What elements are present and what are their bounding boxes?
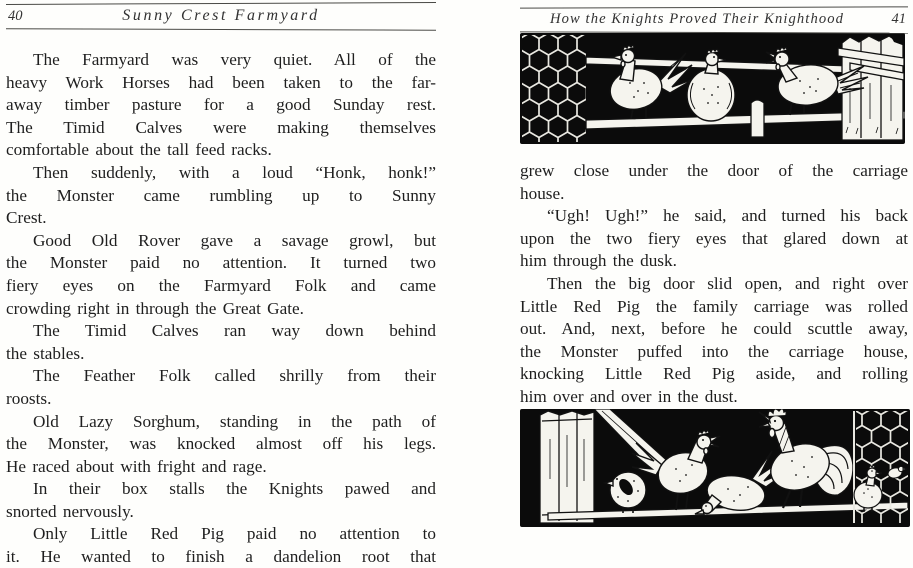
left-page-header [6, 3, 436, 30]
text-line: comfortable about the tall feed racks. [6, 140, 272, 160]
text-line: Crest. [6, 208, 47, 228]
text-line: heavy Work Horses had been taken to the far- [6, 72, 436, 92]
text-line: it. He wanted to finish a dandelion root that [6, 547, 436, 567]
text-line: The Farmyard was very quiet. All of the [33, 50, 436, 69]
text-line: Only Little Red Pig paid no attention to [33, 524, 436, 544]
text-line: In their box stalls the Knights pawed and [33, 479, 436, 499]
text-line: Little Red Pig the family carriage was rolled [520, 296, 908, 316]
right-page [520, 0, 908, 527]
text-line: the Monster puffed into the carriage house, [520, 341, 908, 361]
text-line: crowding right in through the Great Gate. [6, 298, 304, 318]
text-line: the Monster came rumbling up to Sunny [6, 185, 436, 205]
text-line: upon the two fiery eyes that glared down at [520, 228, 908, 248]
right-page-header [520, 7, 908, 33]
text-line: out. And, next, before he could scuttle away, [520, 319, 908, 339]
chicken-wire-left [522, 35, 586, 142]
text-line: The Timid Calves ran way down behind [33, 321, 436, 341]
text-line: “Ugh! Ugh!” he said, and turned his back [547, 206, 908, 226]
small-post [751, 100, 764, 137]
header-rule-bottom [6, 28, 436, 31]
left-running-title: Sunny Crest Farmyard [122, 7, 320, 24]
text-line: roosts. [6, 388, 52, 408]
text-line: the Monster, was knocked almost off his legs. [6, 434, 436, 454]
right-running-title: How the Knights Proved Their Knighthood [549, 11, 845, 27]
text-line: Then suddenly, with a loud “Honk, honk!” [33, 162, 436, 182]
wooden-post [540, 411, 594, 523]
text-line: the stables. [6, 343, 85, 363]
top-illustration [520, 33, 908, 144]
left-page [6, 0, 436, 568]
text-line: grew close under the door of the carriage [520, 161, 908, 180]
roost-illustration [520, 409, 910, 527]
text-line: knocking Little Red Pig aside, and rolling [520, 364, 908, 384]
text-line: house. [520, 183, 565, 203]
text-line: The Feather Folk called shrilly from their [33, 366, 436, 386]
text-line: fiery eyes on the Farmyard Folk and came [6, 275, 436, 295]
text-line: him over and over in the dust. [520, 386, 738, 406]
text-line: The Timid Calves were making themselves [6, 117, 436, 137]
text-line: snorted nervously. [6, 501, 134, 521]
left-page-number: 40 [8, 8, 23, 24]
right-page-number: 41 [891, 11, 906, 27]
text-line: the Monster paid no attention. It turned two [6, 253, 436, 273]
text-line: Good Old Rover gave a savage growl, but [33, 230, 436, 250]
text-line: He raced about with fright and rage. [6, 456, 267, 476]
hens-on-fence-illustration [520, 33, 905, 144]
left-page-text [6, 49, 436, 568]
text-line: Old Lazy Sorghum, standing in the path of [33, 411, 436, 431]
text-line: Then the big door slid open, and right over [547, 273, 908, 293]
text-line: away timber pasture for a good Sunday rest. [6, 95, 436, 115]
text-line: him through the dusk. [520, 251, 677, 271]
right-page-text [520, 160, 908, 409]
bottom-illustration [520, 409, 908, 527]
